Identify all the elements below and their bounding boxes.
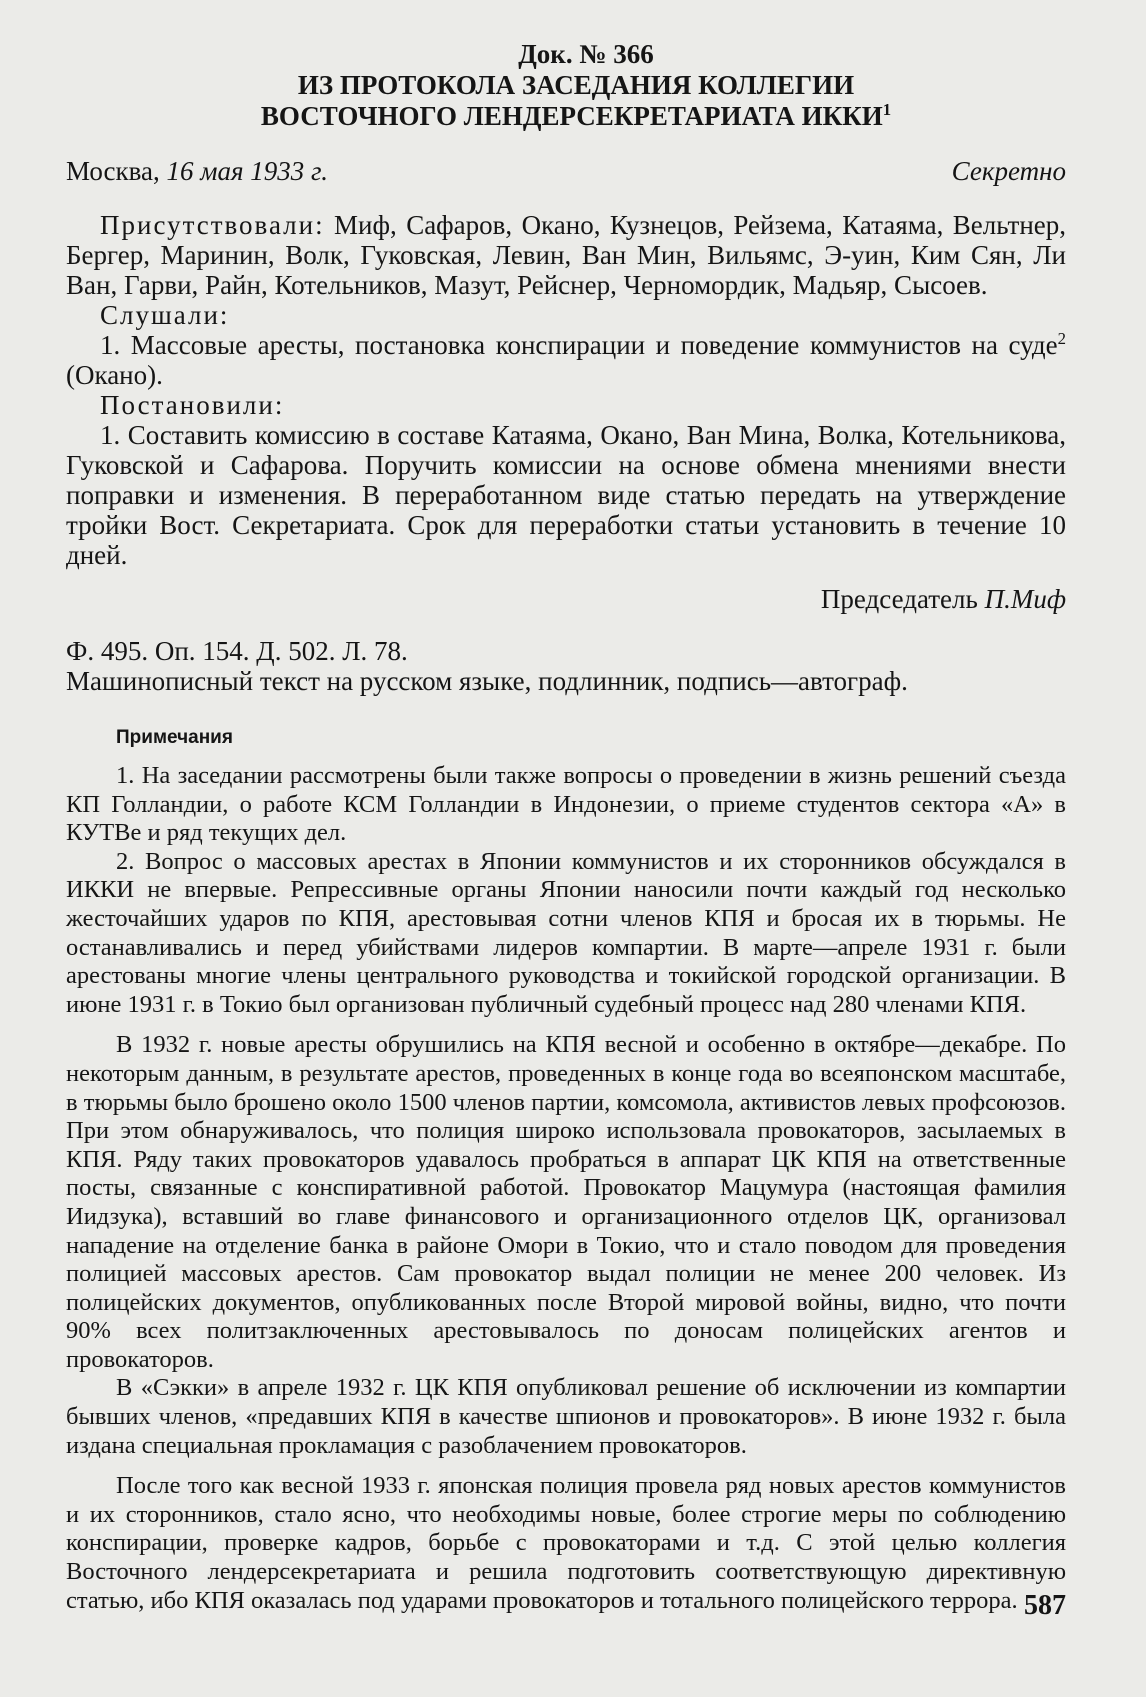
title-line-2 [86, 101, 1066, 132]
present-label: Присутствовали: [100, 210, 325, 240]
present-names: Миф, Сафаров, Окано, Кузнецов, Рейзема, Катаяма, Вельтнер, Бергер, Маринин, Волк, Гуковская, Левин, Ван Мин, Вильямс, Э-уин, Ким Сян, Ли Ван, Гарви, Райн, Котельников, Мазут, Рейснер, Черномордик, Мадьяр, Сысоев. [66, 210, 1067, 300]
place: Москва, [66, 156, 160, 186]
heard-label: Слушали: [100, 300, 230, 330]
resolved-item: 1. Составить комиссию в составе Катаяма, Окано, Ван Мина, Волка, Котельникова, Гуковской и Сафарова. Поручить комиссии на основе обмена мнениями внести поправки и изменения. В переработанном виде статью передать на утверждение тройки Вост. Секретариата. Срок для переработки статьи установить в течение 10 дней. [66, 420, 1066, 570]
chair-name: П.Миф [984, 584, 1066, 614]
title-footnote-mark: 1 [882, 100, 892, 119]
note-paragraph: В 1932 г. новые аресты обрушились на КПЯ весной и особенно в октябре—декабре. По некоторым данным, в результате арестов, проведенных в конце года во всеяпонском масштабе, в тюрьмы было брошено около 1500 членов партии, комсомола, активистов левых профсоюзов. При этом обнаруживалось, что полиция широко использовала провокаторов, засылаемых в КПЯ. Ряду таких провокаторов удавалось пробраться в аппарат ЦК КПЯ на ответственные посты, связанные с конспиративной работой. Провокатор Мацумура (настоящая фамилия Иидзука), вставший во главе финансового и организационного отделов ЦК, организовал нападение на отделение банка в районе Омори в Токио, что и стало поводом для проведения полицией массовых арестов. Сам провокатор выдал полиции не менее 200 человек. Из полицейских документов, опубликованных после Второй мировой войны, видно, что почти 90% всех политзаключенных арестовывалось по доносам полицейских агентов и провокаторов. [66, 1031, 1066, 1373]
chairman-signature [66, 582, 1066, 616]
chair-label: Председатель [820, 584, 978, 614]
heard-item-text: 1. Массовые аресты, постановка конспирации и поведение коммунистов на суде [100, 330, 1058, 360]
archive-info [66, 636, 1066, 696]
note-paragraph: В «Сэкки» в апреле 1932 г. ЦК КПЯ опубликовал решение об исключении из компартии бывших членов, «предавших КПЯ в качестве шпионов и провокаторов». В июне 1932 г. была издана специальная прокламация с разоблачением провокаторов. [66, 1374, 1066, 1459]
resolved-label: Постановили: [100, 390, 285, 420]
document-title [86, 70, 1066, 132]
heard-item [66, 330, 1066, 390]
title-line-1: ИЗ ПРОТОКОЛА ЗАСЕДАНИЯ КОЛЛЕГИИ [297, 70, 855, 100]
note-paragraph: 1. На заседании рассмотрены были также вопросы о проведении в жизнь решений съезда КП Голландии, о работе КСМ Голландии в Индонезии, о приеме студентов сектора «А» в КУТВе и ряд текущих дел. [66, 762, 1066, 847]
document-page [66, 38, 1066, 1615]
note-paragraph: 2. Вопрос о массовых арестах в Японии коммунистов и их сторонников обсуждался в ИККИ не впервые. Репрессивные органы Японии наносили почти каждый год несколько жесточайших ударов по КПЯ, арестовывая сотни членов КПЯ и бросая их в тюрьмы. Не останавливались и перед убийствами лидеров компартии. В марте—апреле 1931 г. были арестованы многие члены центрального руководства и токийской городской организации. В июне 1931 г. в Токио был организован публичный судебный процесс над 280 членами КПЯ. [66, 847, 1066, 1018]
title-line-2-text: ВОСТОЧНОГО ЛЕНДЕРСЕКРЕТАРИАТА ИККИ [260, 101, 883, 131]
notes-heading: Примечания [116, 727, 233, 748]
document-number: Док. № 366 [518, 39, 654, 69]
place-date [66, 154, 328, 188]
archive-description: Машинописный текст на русском языке, подлинник, подпись—автограф. [66, 666, 908, 696]
heard-footnote-mark: 2 [1057, 329, 1066, 348]
place-date-line [66, 154, 1066, 188]
page-number: 587 [1024, 1590, 1066, 1621]
date: 16 мая 1933 г. [166, 156, 328, 186]
notes-section [66, 762, 1066, 1615]
protocol-body [66, 210, 1066, 570]
heard-item-speaker: (Окано). [66, 360, 163, 390]
classification: Секретно [951, 156, 1066, 186]
note-paragraph: После того как весной 1933 г. японская полиция провела ряд новых арестов коммунистов и их сторонников, стало ясно, что необходимы новые, более строгие меры по соблюдению конспирации, проверке кадров, борьбе с провокаторами и т.д. С этой целью коллегия Восточного лендерсекретариата и решила подготовить соответствующую директивную статью, ибо КПЯ оказалась под ударами провокаторов и тотального полицейского террора. [66, 1472, 1066, 1614]
archive-reference: Ф. 495. Оп. 154. Д. 502. Л. 78. [66, 636, 408, 666]
present-paragraph [66, 210, 1066, 300]
